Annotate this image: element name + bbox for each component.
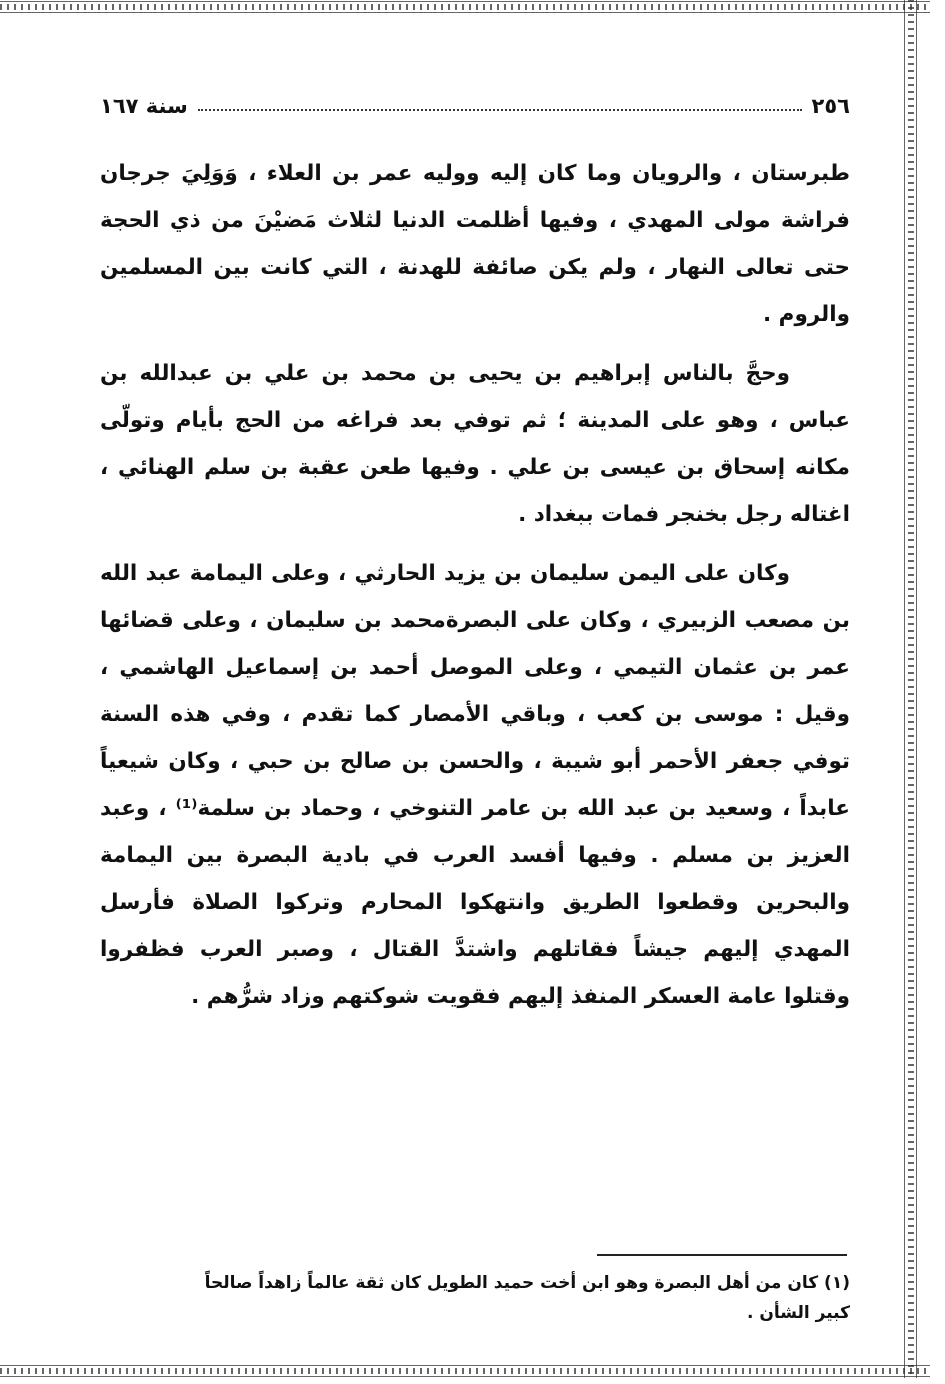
decorative-border-right	[904, 0, 918, 1378]
running-header	[100, 88, 850, 118]
decorative-border-bottom	[0, 1364, 930, 1378]
header-dotted-leader	[198, 108, 802, 111]
footnote: (١) كان من أهل البصرة وهو ابن أخت حميد الطويل كان ثقة عالماً زاهداً صالحاً كبير الشأن .	[204, 1273, 850, 1323]
page-number: ٢٥٦	[811, 94, 850, 118]
paragraph-2: وحجَّ بالناس إبراهيم بن يحيى بن محمد بن علي بن عبدالله بن عباس ، وهو على المدينة ؛ ثم توفي بعد فراغه من الحج بأيام وتولّى مكانه إسحاق بن عيسى بن علي . وفيها طعن عقبة بن سلم الهنائي ، اغتاله رجل بخنجر فمات ببغداد .	[100, 361, 850, 527]
paragraph-3: وكان على اليمن سليمان بن يزيد الحارثي ، وعلى اليمامة عبد الله بن مصعب الزبيري ، وكان على البصرةمحمد بن سليمان ، وعلى قضائها عمر بن عثمان التيمي ، وعلى الموصل أحمد بن إسماعيل الهاشمي ، وقيل : موسى بن كعب ، وباقي الأمصار كما تقدم ، وفي هذه السنة توفي جعفر الأحمر أبو شيبة ، والحسن بن صالح بن حبي ، وكان شيعياً عابداً ، وسعيد بن عبد الله بن عامر التنوخي ، وحماد بن سلمة⁽¹⁾ ، وعبد العزيز بن مسلم . وفيها أفسد العرب في بادية البصرة بين اليمامة والبحرين وقطعوا الطريق وانتهكوا المحارم وتركوا الصلاة فأرسل المهدي إليهم جيشاً فقاتلهم واشتدَّ القتال ، وصبر العرب فظفروا وقتلوا عامة العسكر المنفذ إليهم فقويت شوكتهم وزاد شرُّهم .	[100, 561, 850, 1009]
body-text	[100, 150, 850, 1020]
footnote-separator	[597, 1254, 847, 1256]
decorative-border-top	[0, 0, 930, 14]
year-label: سنة ١٦٧	[100, 94, 188, 118]
paragraph-1: طبرستان ، والرويان وما كان إليه ووليه عمر بن العلاء ، وَوَلِيَ جرجان فراشة مولى المهدي ، وفيها أظلمت الدنيا لثلاث مَضيْنَ من ذي الحجة حتى تعالى النهار ، ولم يكن صائفة للهدنة ، التي كانت بين المسلمين والروم .	[100, 161, 850, 327]
